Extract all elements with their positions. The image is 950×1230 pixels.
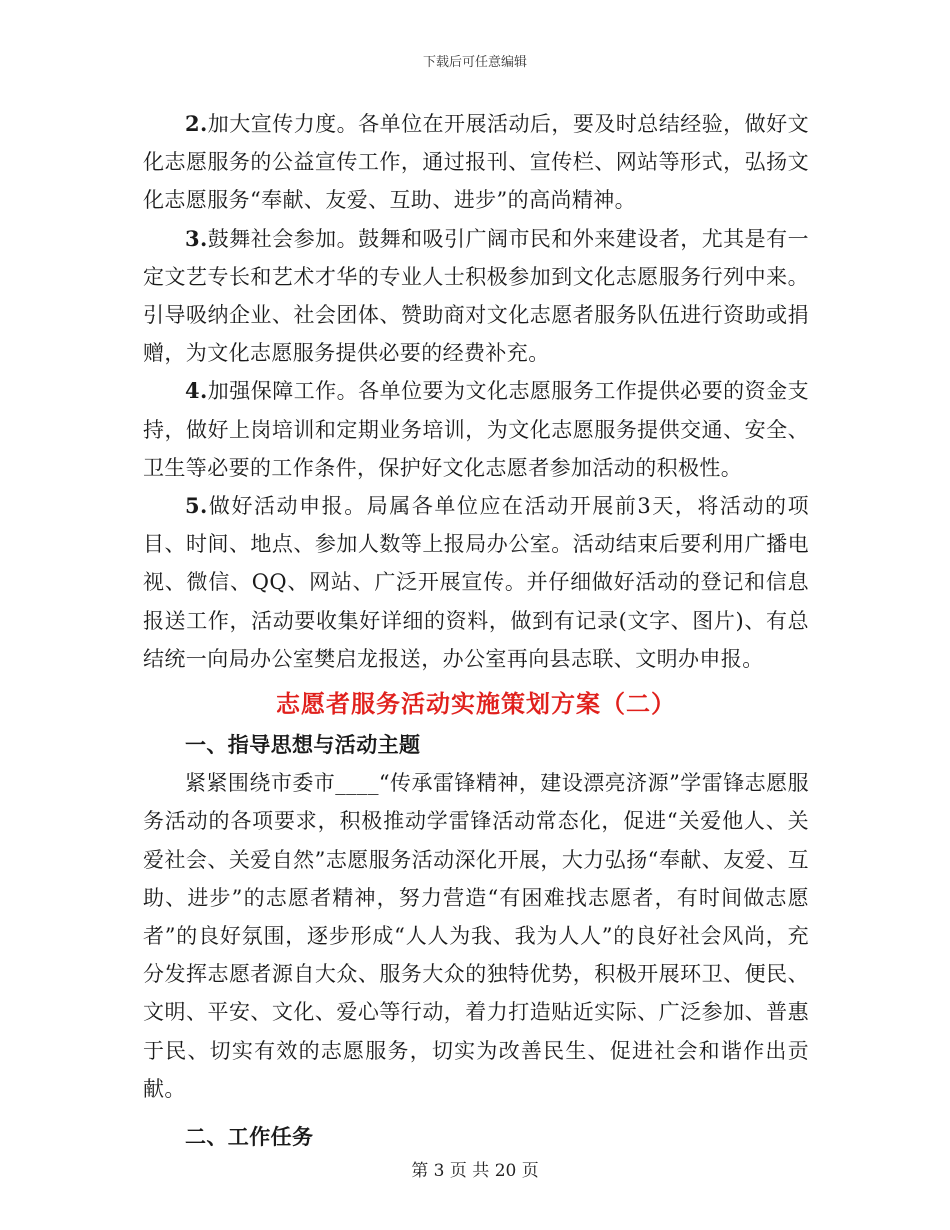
list-paragraph-2	[143, 105, 809, 220]
document-body	[143, 105, 809, 1156]
paragraph-number: 3.	[185, 225, 208, 251]
paragraph-text: 做好活动申报。局属各单位应在活动开展前3天，将活动的项目、时间、地点、参加人数等上报局办公室。活动结束后要利用广播电视、微信、QQ、网站、广泛开展宣传。并仔细做好活动的登记和信息报送工作，活动要收集好详细的资料，做到有记录(文字、图片)、有总结统一向局办公室樊启龙报送，办公室再向县志联、文明办申报。	[143, 494, 809, 671]
list-paragraph-3	[143, 220, 809, 373]
paragraph-text: 鼓舞社会参加。鼓舞和吸引广阔市民和外来建设者，尤其是有一定文艺专长和艺术才华的专业人士积极参加到文化志愿服务行列中来。引导吸纳企业、社会团体、赞助商对文化志愿者服务队伍进行资助或捐赠，为文化志愿服务提供必要的经费补充。	[143, 226, 809, 366]
section-heading-work-tasks: 二、工作任务	[185, 1124, 314, 1150]
paragraph-number: 4.	[185, 378, 208, 404]
paragraph-number: 5.	[185, 493, 208, 519]
page-header: 下载后可任意编辑	[422, 55, 527, 70]
section-title: 志愿者服务活动实施策划方案（二）	[276, 689, 676, 719]
paragraph-text: 加大宣传力度。各单位在开展活动后，要及时总结经验，做好文化志愿服务的公益宣传工作，通过报刊、宣传栏、网站等形式，弘扬文化志愿服务“奉献、友爱、互助、进步”的高尚精神。	[143, 112, 809, 213]
list-paragraph-4	[143, 372, 809, 487]
section-heading-guiding-ideology: 一、指导思想与活动主题	[185, 732, 421, 758]
paragraph-number: 2.	[185, 111, 208, 136]
paragraph-text: 加强保障工作。各单位要为文化志愿服务工作提供必要的资金支持，做好上岗培训和定期业务培训，为文化志愿服务提供交通、安全、卫生等必要的工作条件，保护好文化志愿者参加活动的积极性。	[143, 379, 809, 480]
list-paragraph-5	[143, 487, 809, 678]
body-paragraph: 紧紧围绕市委市____“传承雷锋精神，建设漂亮济源”学雷锋志愿服务活动的各项要求，积极推动学雷锋活动常态化，促进“关爱他人、关爱社会、关爱自然”志愿服务活动深化开展，大力弘扬“奉献、友爱、互助、进步”的志愿者精神，努力营造“有困难找志愿者，有时间做志愿者”的良好氛围，逐步形成“人人为我、我为人人”的良好社会风尚，充分发挥志愿者源自大众、服务大众的独特优势，积极开展环卫、便民、文明、平安、文化、爱心等行动，着力打造贴近实际、广泛参加、普惠于民、切实有效的志愿服务，切实为改善民生、促进社会和谐作出贡献。	[143, 771, 809, 1101]
page-footer: 第 3 页 共 20 页	[411, 1161, 539, 1181]
